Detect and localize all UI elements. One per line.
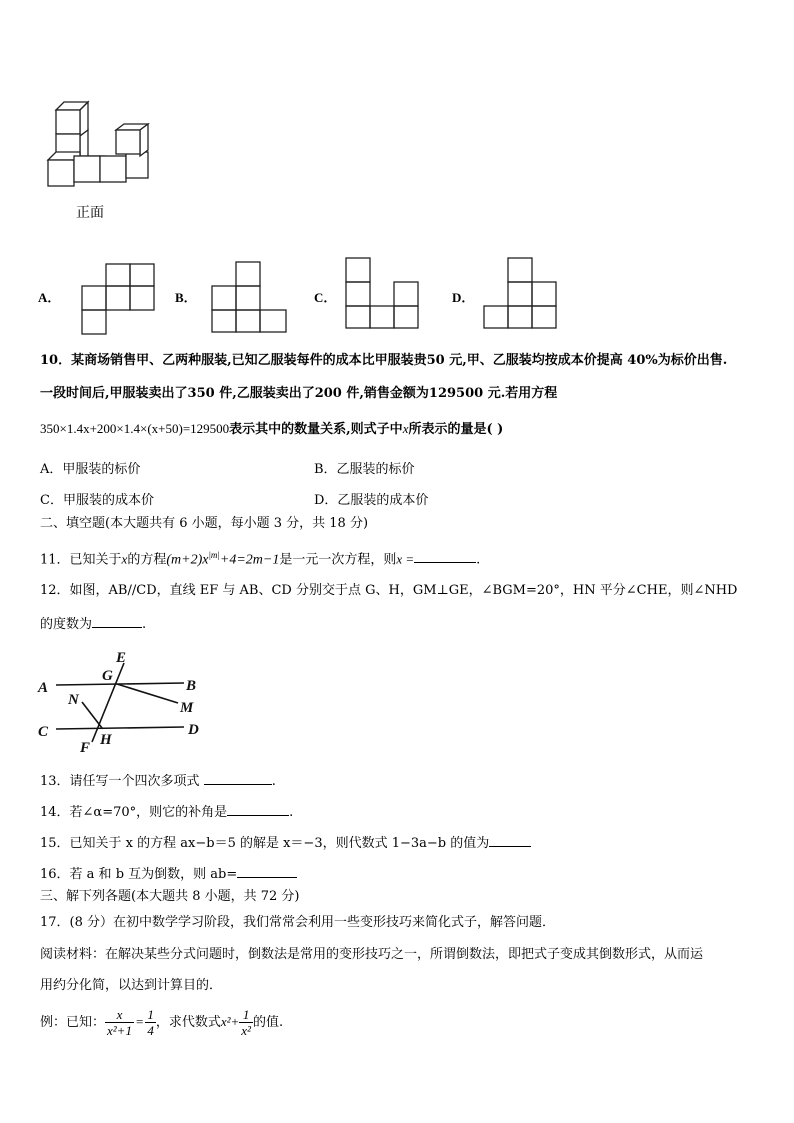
label-n: N [68, 692, 79, 708]
q17-ex-expr: x²+ [220, 1014, 240, 1029]
q12-line1: 12．如图，AB//CD，直线 EF 与 AB、CD 分别交于点 G、H，GM⊥GE，∠BGM=20°，HN 平分∠CHE，则∠NHD [40, 583, 738, 598]
q15 [40, 832, 531, 853]
option-a-label[interactable]: A． [38, 290, 61, 305]
q10-line1: 10．某商场销售甲、乙两种服装,已知乙服装每件的成本比甲服装贵50 元,甲、乙服装均按成本价提高 40%为标价出售. [40, 353, 728, 368]
section-2-heading: 二、填空题(本大题共有 6 小题，每小题 3 分，共 18 分) [40, 516, 369, 531]
q17-line3: 用约分化简，以达到计算目的． [40, 978, 223, 993]
q13-text: 13．请任写一个四次多项式 [40, 774, 204, 789]
label-f: F [80, 740, 91, 756]
label-h: H [100, 732, 112, 748]
q17-ex-rden: 4 [147, 1023, 154, 1038]
option-c-label[interactable]: C． [314, 290, 337, 305]
figure-caption: 正面 [76, 205, 104, 221]
q14 [40, 801, 293, 822]
q17-ex-prefix: 例：已知： [40, 1015, 106, 1030]
q10-line2: 一段时间后,甲服装卖出了350 件,乙服装卖出了200 件,销售金额为129500 元.若用方程 [40, 386, 558, 401]
q17-ex-ffrac [239, 1007, 253, 1038]
q11-eq-left: (m+2)x [166, 552, 209, 568]
q17-ex-rnum: 1 [147, 1007, 154, 1022]
q13-answer-blank[interactable] [204, 770, 272, 785]
q10-choice-a[interactable]: A．甲服装的标价 [40, 462, 141, 477]
q14-end: . [289, 805, 294, 820]
q10-line3-tail: 表示其中的数量关系,则式子中 [229, 422, 403, 437]
option-b-label[interactable]: B． [175, 290, 197, 305]
q11-var: x [121, 551, 128, 567]
q11-eq-exp: |m| [208, 550, 220, 560]
label-g: G [102, 668, 113, 684]
q10-choice-d[interactable]: D．乙服装的成本价 [314, 493, 429, 508]
q11-mid: 的方程 [127, 552, 167, 568]
q10-equation: 350×1.4x+200×1.4×(x+50)=129500 [40, 421, 230, 436]
q17-ex-rfrac [145, 1007, 156, 1038]
q17-ex-eq: = [135, 1014, 144, 1029]
q17-example [40, 1004, 283, 1041]
q14-text: 14．若∠α=70°，则它的补角是 [40, 805, 228, 820]
q16-answer-blank[interactable] [237, 863, 297, 878]
q16-text: 16．若 a 和 b 互为倒数，则 ab= [40, 867, 238, 882]
line-cd [56, 727, 184, 729]
q12-end: . [142, 617, 147, 632]
q12-line2-text: 的度数为 [40, 617, 93, 632]
label-a: A [38, 680, 49, 696]
q17-ex-num: x [105, 1007, 134, 1023]
q17-ex-fnum: 1 [239, 1007, 253, 1023]
q17-line1: 17．(8 分）在初中数学学习阶段，我们常常会利用一些变形技巧来简化式子，解答问题． [40, 915, 556, 930]
option-d-label[interactable]: D． [452, 290, 475, 305]
q11-answer-lhs: x = [396, 551, 415, 567]
label-c: C [38, 724, 49, 740]
q10-var: x [402, 421, 409, 436]
label-d: D [188, 722, 199, 738]
q11-prefix: 11．已知关于 [40, 552, 122, 568]
label-b: B [186, 678, 197, 694]
q13-end: . [271, 774, 276, 789]
label-m: M [180, 700, 194, 716]
q11-eq-right: +4=2m−1 [219, 552, 280, 568]
q11-suffix: 是一元一次方程，则 [279, 552, 397, 568]
q16 [40, 863, 297, 884]
label-e: E [116, 650, 127, 666]
q17-ex-fden: x² [241, 1023, 251, 1038]
q10-choice-c[interactable]: C．甲服装的成本价 [40, 493, 154, 508]
q11-end: . [476, 552, 481, 568]
q17-line2: 阅读材料：在解决某些分式问题时，倒数法是常用的变形技巧之一，所谓倒数法，即把式子变成其倒数形式，从而运 [40, 947, 704, 962]
q10-line3-end: 所表示的量是( ) [408, 422, 504, 437]
q15-answer-blank[interactable] [489, 832, 531, 847]
q17-ex-den: x²+1 [107, 1023, 132, 1038]
q17-ex-end: 的值. [252, 1015, 284, 1030]
q17-ex-frac [105, 1007, 134, 1038]
ray-gm [117, 684, 178, 703]
ray-hn [82, 702, 102, 728]
section-3-heading: 三、解下列各题(本大题共 8 小题，共 72 分) [40, 889, 300, 904]
q15-text: 15．已知关于 x 的方程 ax−b＝5 的解是 x＝−3，则代数式 1−3a−b 的值为 [40, 836, 490, 851]
q17-ex-mid: ，求代数式 [155, 1015, 221, 1030]
q10-choice-b[interactable]: B．乙服装的标价 [314, 462, 415, 477]
q13 [40, 770, 276, 791]
q14-answer-blank[interactable] [227, 801, 289, 816]
